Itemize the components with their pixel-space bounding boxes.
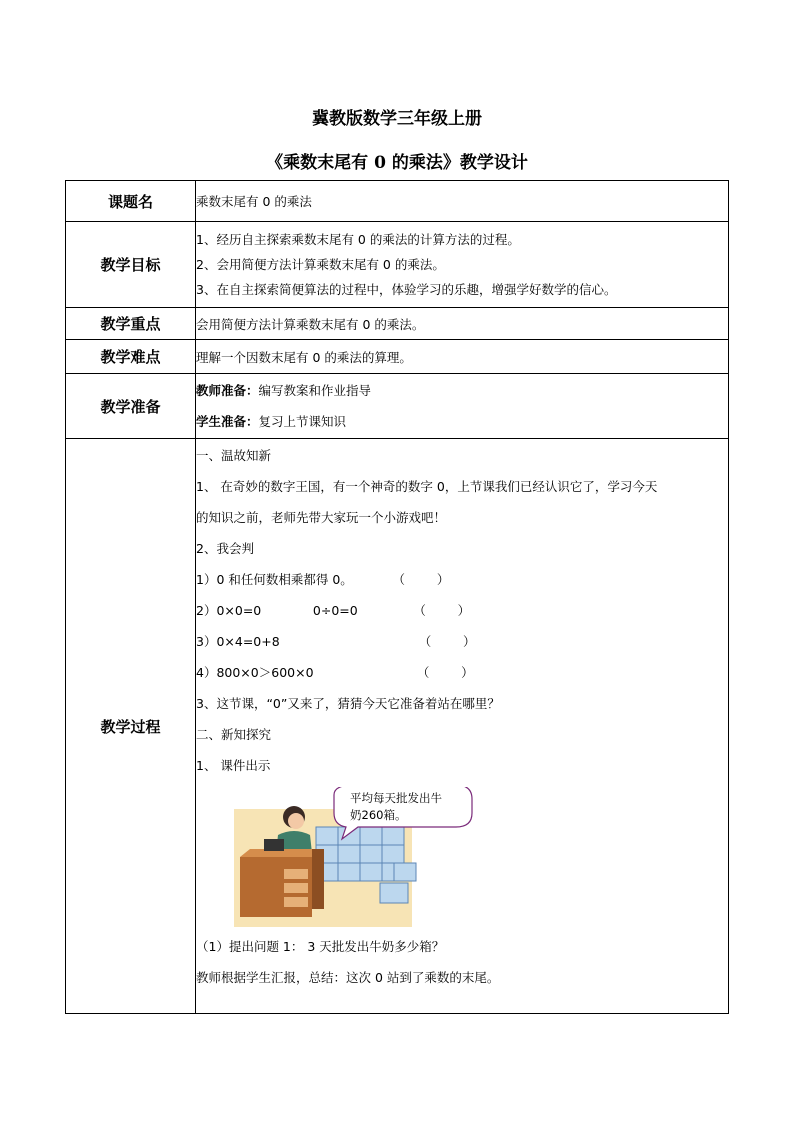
row-preparation <box>66 374 729 439</box>
label-topic: 课题名 <box>66 181 196 222</box>
teacher-prep-value: 编写教案和作业指导 <box>258 383 372 398</box>
illustration-svg <box>234 787 474 927</box>
goal-item: 1、经历自主探索乘数末尾有 0 的乘法的计算方法的过程。 <box>196 232 520 247</box>
bubble-text-line-1: 平均每天批发出牛 <box>350 791 442 805</box>
process-line: 一、温故知新 <box>196 448 272 463</box>
value-difficulty: 理解一个因数末尾有 0 的乘法的算理。 <box>196 340 729 374</box>
process-line: （1）提出问题 1： 3 天批发出牛奶多少箱？ <box>196 939 445 954</box>
student-prep-label: 学生准备： <box>196 414 259 429</box>
label-difficulty: 教学难点 <box>66 340 196 374</box>
desk <box>240 839 324 917</box>
process-line: 3、这节课，“0”又来了，猜猜今天它准备着站在哪里？ <box>196 696 500 711</box>
process-line: 二、新知探究 <box>196 727 272 742</box>
value-goals <box>196 222 729 308</box>
student-prep-value: 复习上节课知识 <box>258 414 347 429</box>
process-line: 的知识之前，老师先带大家玩一个小游戏吧！ <box>196 510 447 525</box>
label-preparation: 教学准备 <box>66 374 196 439</box>
process-line: 1、 在奇妙的数字王国，有一个神奇的数字 0，上节课我们已经认识它了，学习今天 <box>196 479 658 494</box>
value-topic: 乘数末尾有 0 的乘法 <box>196 181 729 222</box>
value-key-point: 会用简便方法计算乘数末尾有 0 的乘法。 <box>196 308 729 340</box>
illustration-milk-shop <box>234 787 474 927</box>
process-line: 2、我会判 <box>196 541 254 556</box>
row-difficulty <box>66 340 729 374</box>
process-line: 3）0×4=0+8 （ ） <box>196 634 476 649</box>
teacher-prep <box>196 375 728 406</box>
lesson-plan-table <box>65 180 729 1014</box>
label-process: 教学过程 <box>66 439 196 1014</box>
row-key-point <box>66 308 729 340</box>
teacher-prep-label: 教师准备： <box>196 383 259 398</box>
document-subtitle: 《乘数末尾有 0 的乘法》教学设计 <box>266 153 528 173</box>
row-topic <box>66 181 729 222</box>
row-goals <box>66 222 729 308</box>
value-process <box>196 439 729 1014</box>
student-prep <box>196 406 728 437</box>
label-goals: 教学目标 <box>66 222 196 308</box>
document-title: 冀教版数学三年级上册 <box>312 109 482 129</box>
process-line: 4）800×0＞600×0 （ ） <box>196 665 474 680</box>
bubble-text-line-2: 奶260箱。 <box>350 808 407 822</box>
row-process <box>66 439 729 1014</box>
value-preparation <box>196 374 729 439</box>
process-line: 1）0 和任何数相乘都得 0。 （ ） <box>196 572 450 587</box>
process-line: 教师根据学生汇报，总结：这次 0 站到了乘数的末尾。 <box>196 970 500 985</box>
process-line: 1、 课件出示 <box>196 758 271 773</box>
label-key-point: 教学重点 <box>66 308 196 340</box>
process-line: 2）0×0=0 0÷0=0 （ ） <box>196 603 471 618</box>
goal-item: 3、在自主探索简便算法的过程中，体验学习的乐趣，增强学好数学的信心。 <box>196 282 617 297</box>
goal-item: 2、会用简便方法计算乘数末尾有 0 的乘法。 <box>196 257 445 272</box>
